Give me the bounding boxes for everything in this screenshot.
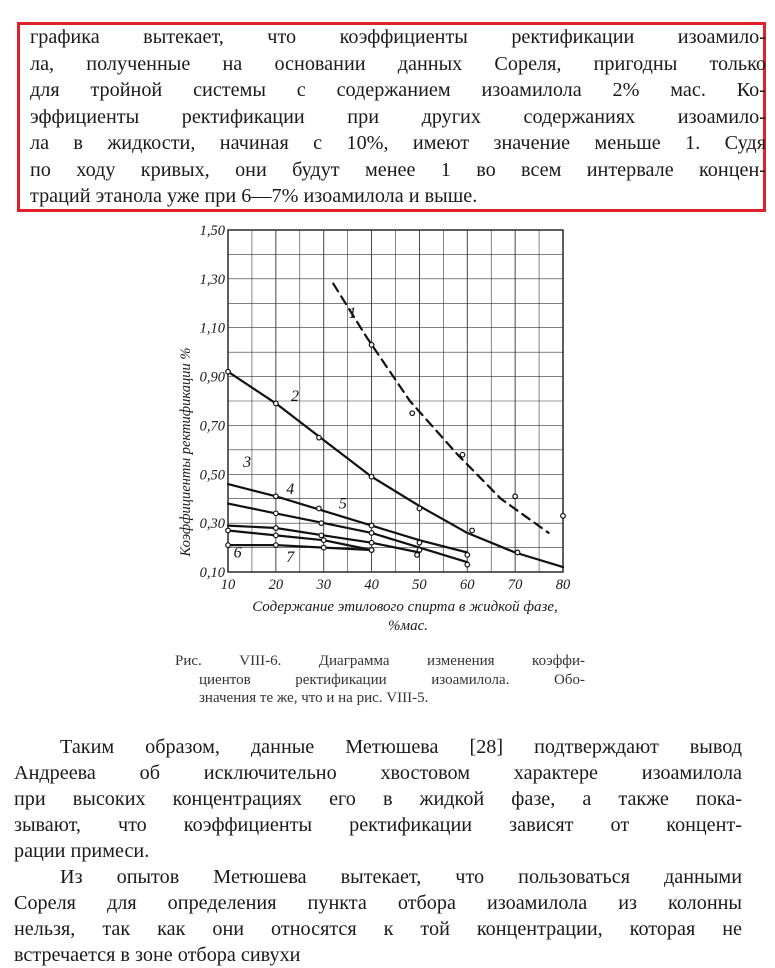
text-line: встречается в зоне отбора сивухи bbox=[14, 944, 301, 966]
rectification-chart bbox=[168, 216, 598, 636]
y-tick-label: 0,70 bbox=[199, 418, 225, 435]
series-label-7: 7 bbox=[286, 549, 295, 567]
figure-caption bbox=[175, 652, 585, 708]
x-tick-label: 10 bbox=[220, 577, 236, 593]
data-point bbox=[226, 543, 231, 548]
data-point bbox=[319, 533, 324, 538]
data-point bbox=[317, 435, 322, 440]
x-tick-label: 40 bbox=[364, 577, 379, 593]
y-tick-label: 0,90 bbox=[199, 369, 225, 386]
chart-svg bbox=[168, 216, 598, 636]
text-line: траций этанола уже при 6—7% изоамилола и выше. bbox=[30, 185, 478, 207]
series-label-5: 5 bbox=[338, 495, 347, 513]
series-label-1: 1 bbox=[348, 304, 357, 322]
data-point bbox=[274, 543, 279, 548]
y-tick-label: 0,30 bbox=[199, 516, 225, 533]
bottom-paragraph bbox=[14, 734, 742, 968]
y-tick-label: 1,50 bbox=[199, 223, 225, 239]
x-tick-label: 30 bbox=[316, 577, 331, 593]
text-line: Сореля для определения пункта отбора изоамилола из колонны bbox=[14, 892, 742, 914]
caption-line: значения те же, что и на рис. VIII-5. bbox=[199, 690, 429, 706]
y-tick-label: 1,10 bbox=[199, 320, 225, 337]
y-tick-label: 0,50 bbox=[199, 467, 225, 484]
data-point bbox=[319, 521, 324, 526]
y-axis-label: Коэффициенты ректификации % bbox=[178, 347, 194, 557]
data-point bbox=[369, 474, 374, 479]
text-line: Андреева об исключительно хвостовом характере изоамилола bbox=[14, 762, 742, 784]
data-point bbox=[415, 553, 420, 558]
caption-line: циентов ректификации изоамилола. Обо- bbox=[199, 671, 585, 688]
series-label-6: 6 bbox=[233, 544, 242, 562]
data-point bbox=[369, 548, 374, 553]
text-line: Таким образом, данные Метюшева [28] подтверждают вывод bbox=[60, 736, 742, 758]
data-point bbox=[226, 528, 231, 533]
x-tick-label: 50 bbox=[412, 577, 427, 593]
series-label-4: 4 bbox=[286, 480, 295, 498]
series-label-2: 2 bbox=[291, 388, 299, 405]
y-tick-label: 0,10 bbox=[199, 565, 225, 581]
x-tick-label: 80 bbox=[555, 577, 571, 593]
text-line: ла, полученные на основании данных Сореля, пригодны только bbox=[30, 52, 766, 75]
text-line: ла в жидкости, начиная с 10%, имеют значение меньше 1. Судя bbox=[30, 132, 766, 154]
x-tick-label: 20 bbox=[268, 577, 284, 593]
text-line: зывают, что коэффициенты ректификации зависят от концент- bbox=[14, 814, 742, 836]
caption-line: Рис. VIII-6. Диаграмма изменения коэффи- bbox=[175, 653, 585, 669]
data-point bbox=[369, 523, 374, 528]
data-point bbox=[417, 506, 422, 511]
x-tick-label: 60 bbox=[460, 577, 475, 593]
x-axis-unit: %мас. bbox=[388, 618, 428, 634]
chart-grid bbox=[228, 230, 563, 572]
data-point bbox=[515, 550, 520, 555]
data-point bbox=[274, 533, 279, 538]
text-line: рации примеси. bbox=[14, 840, 150, 862]
data-point bbox=[513, 494, 518, 499]
text-line: нельзя, так как они относятся к той концентрации, которая не bbox=[14, 918, 742, 940]
data-point bbox=[317, 506, 322, 511]
y-tick-label: 1,30 bbox=[199, 271, 225, 288]
data-point bbox=[410, 411, 415, 416]
data-point bbox=[274, 401, 279, 406]
text-line: при высоких концентрациях его в жидкой фазе, а также пока- bbox=[14, 788, 742, 810]
x-axis-label: Содержание этилового спирта в жидкой фазе, bbox=[252, 599, 558, 615]
data-point bbox=[321, 538, 326, 543]
x-tick-label: 70 bbox=[507, 577, 523, 593]
data-point bbox=[460, 452, 465, 457]
data-point bbox=[274, 526, 279, 531]
data-point bbox=[226, 369, 231, 374]
data-point bbox=[417, 540, 422, 545]
data-point bbox=[561, 514, 566, 519]
text-line: для тройной системы с содержанием изоамилола 2% мас. Ко- bbox=[30, 79, 766, 101]
text-line: эффициенты ректификации при других содержаниях изоамило- bbox=[30, 105, 766, 128]
data-point bbox=[274, 494, 279, 499]
data-point bbox=[465, 562, 470, 567]
data-point bbox=[369, 540, 374, 545]
data-point bbox=[274, 511, 279, 516]
text-line: по ходу кривых, они будут менее 1 во всем интервале концен- bbox=[30, 158, 766, 181]
top-paragraph bbox=[30, 24, 766, 210]
data-point bbox=[369, 343, 374, 348]
data-point bbox=[369, 531, 374, 536]
data-point bbox=[470, 528, 475, 533]
data-point bbox=[321, 545, 326, 550]
data-point bbox=[465, 553, 470, 558]
text-line: Из опытов Метюшева вытекает, что пользоваться данными bbox=[60, 866, 742, 888]
series-label-3: 3 bbox=[243, 453, 252, 471]
text-line: графика вытекает, что коэффициенты ректификации изоамило- bbox=[30, 26, 766, 48]
